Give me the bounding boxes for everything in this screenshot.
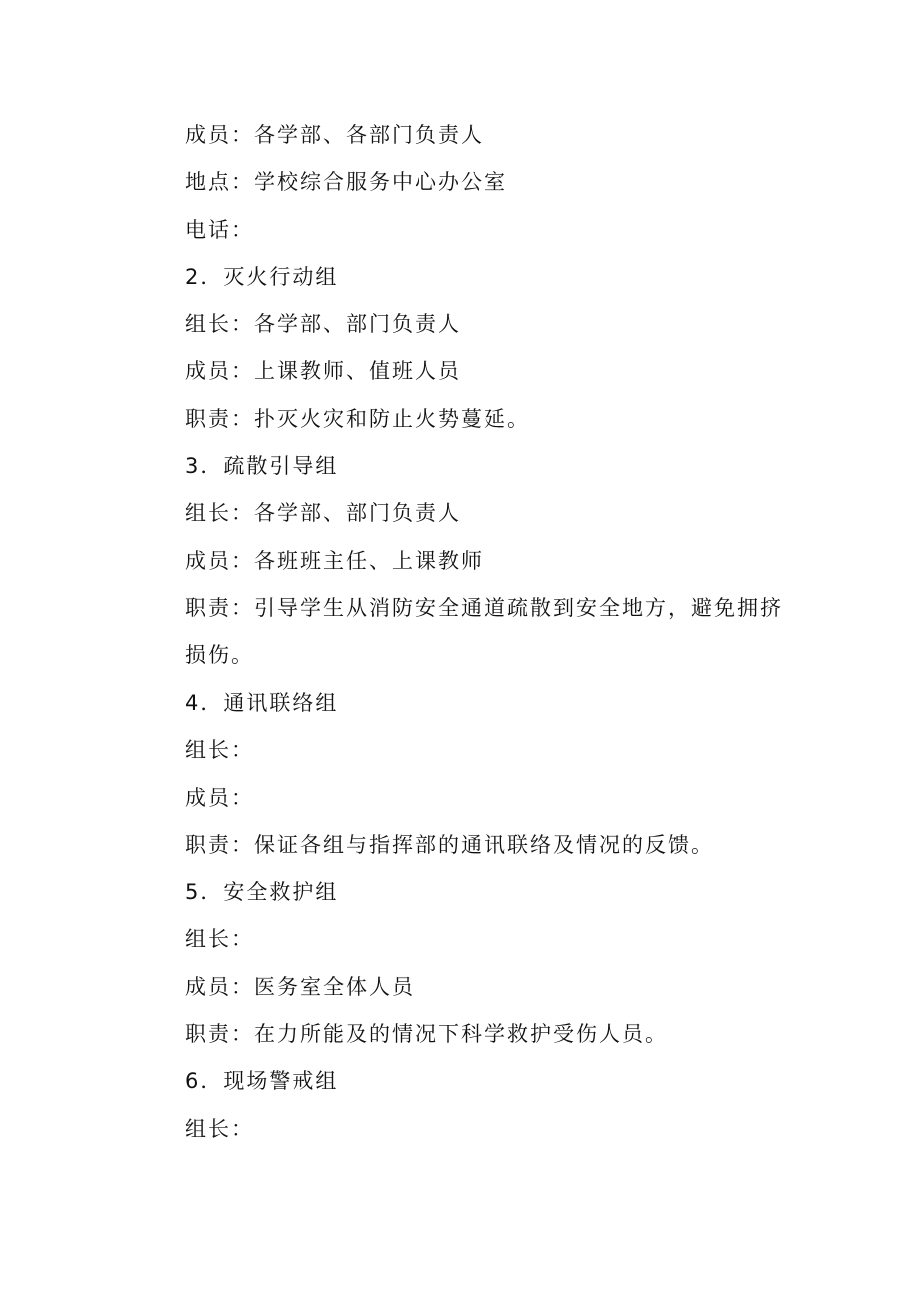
paragraph-leader: 组长：各学部、部门负责人 xyxy=(185,312,461,337)
paragraph-duty: 职责：保证各组与指挥部的通讯联络及情况的反馈。 xyxy=(185,832,714,857)
heading-communication-group: 4．通讯联络组 xyxy=(185,690,339,715)
heading-rescue-group: 5．安全救护组 xyxy=(185,880,339,905)
paragraph-duty: 职责：引导学生从消防安全通道疏散到安全地方，避免拥挤损伤。 xyxy=(185,595,783,667)
paragraph-leader: 组长： xyxy=(185,1116,254,1141)
paragraph-members: 成员：各学部、各部门负责人 xyxy=(185,123,484,147)
paragraph-members: 成员：上课教师、值班人员 xyxy=(185,359,461,384)
paragraph-phone: 电话： xyxy=(185,217,254,242)
heading-firefighting-group: 2．灭火行动组 xyxy=(185,264,339,289)
paragraph-members: 成员：各班班主任、上课教师 xyxy=(185,548,484,573)
heading-security-group: 6．现场警戒组 xyxy=(185,1069,339,1094)
heading-evacuation-group: 3．疏散引导组 xyxy=(185,454,339,479)
paragraph-location: 地点：学校综合服务中心办公室 xyxy=(185,170,507,195)
paragraph-members: 成员： xyxy=(185,785,254,810)
paragraph-leader: 组长：各学部、部门负责人 xyxy=(185,501,461,526)
document-body xyxy=(138,118,798,1159)
paragraph-leader: 组长： xyxy=(185,927,254,952)
paragraph-duty: 职责：扑灭火灾和防止火势蔓延。 xyxy=(185,406,530,431)
paragraph-members: 成员：医务室全体人员 xyxy=(185,974,415,999)
paragraph-leader: 组长： xyxy=(185,738,254,763)
paragraph-duty: 职责：在力所能及的情况下科学救护受伤人员。 xyxy=(185,1022,668,1047)
